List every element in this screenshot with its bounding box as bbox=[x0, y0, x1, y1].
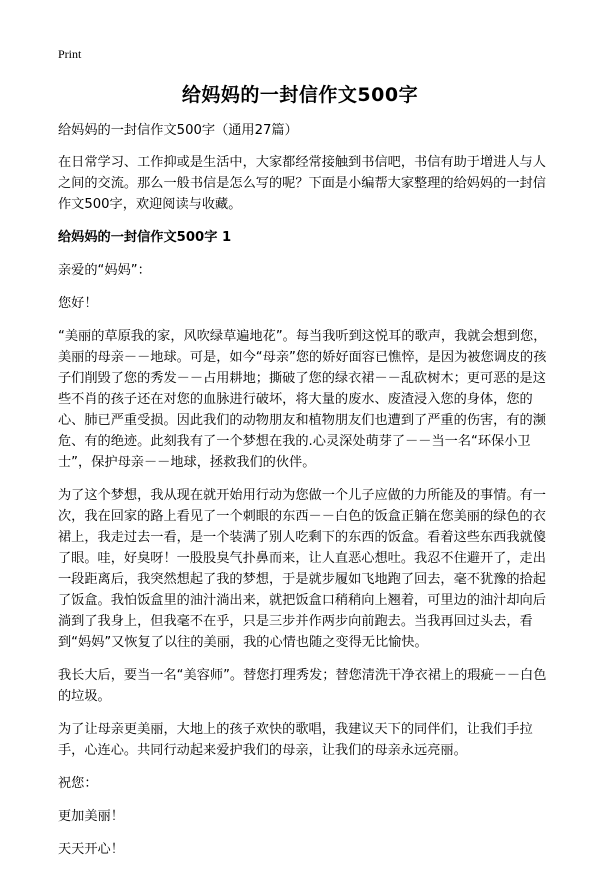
article-body bbox=[58, 120, 548, 872]
body-paragraph: “美丽的草原我的家，风吹绿草遍地花”。每当我听到这悦耳的歌声，我就会想到您，美丽的母亲－－地球。可是，如今“母亲”您的娇好面容已憔悴，是因为被您调皮的孩子们削毁了您的秀发－－占用耕地；撕破了您的绿衣裙－－乱砍树木；更可恶的是这些不肖的孩子还在对您的血脉进行破坏，将大量的废水、废渣浸入您的身体，您的心、肺已严重受损。因此我们的动物朋友和植物朋友们也遭到了严重的伤害，有的濒危、有的绝迹。此刻我有了一个梦想在我的.心灵深处萌芽了－－当一名“环保小卫士”，保护母亲－－地球，拯救我们的伙伴。 bbox=[58, 329, 547, 470]
body-paragraph: 为了这个梦想，我从现在就开始用行动为您做一个儿子应做的力所能及的事情。有一次，我在回家的路上看见了一个刺眼的东西－－白色的饭盒正躺在您美丽的绿色的衣裙上，我走过去一看，是一个装满了别人吃剩下的东西的饭盒。看着这些东西我就傻了眼。哇，好臭呀！一股股臭气扑鼻而来，让人直恶心想吐。我忍不住避开了，走出一段距离后，我突然想起了我的梦想，于是就步履如飞地跑了回去，毫不犹豫的拾起了饭盒。我怕饭盒里的油汁淌出来，就把饭盒口稍稍向上翘着，可里边的油汁却向后淌到了我身上，但我毫不在乎，只是三步并作两步向前跑去。当我再回过头去，看到“妈妈”又恢复了以往的美丽，我的心情也随之变得无比愉快。 bbox=[58, 488, 546, 650]
article-subtitle: 给妈妈的一封信作文500字（通用27篇） bbox=[58, 123, 298, 138]
print-link[interactable]: Print bbox=[58, 47, 82, 61]
salutation: 亲爱的“妈妈”： bbox=[58, 263, 151, 278]
body-paragraph: 我长大后，要当一名“美容师”。替您打理秀发；替您清洗干净衣裙上的瑕疵－－白色的垃圾。 bbox=[58, 668, 547, 704]
wish-line: 更加美丽！ bbox=[58, 809, 124, 824]
closing-line: 祝您： bbox=[58, 776, 98, 791]
body-paragraph: 为了让母亲更美丽，大地上的孩子欢快的歌唱，我建议天下的同伴们，让我们手拉手，心连心。共同行动起来爱护我们的母亲，让我们的母亲永远亮丽。 bbox=[58, 722, 533, 758]
page-title: 给妈妈的一封信作文500字 bbox=[181, 84, 419, 106]
intro-paragraph: 在日常学习、工作抑或是生活中，大家都经常接触到书信吧，书信有助于增进人与人之间的交流。那么一般书信是怎么写的呢？下面是小编帮大家整理的给妈妈的一封信作文500字，欢迎阅读与收藏。 bbox=[58, 155, 546, 212]
wish-line: 天天开心！ bbox=[58, 842, 124, 857]
section-heading: 给妈妈的一封信作文500字 1 bbox=[58, 230, 232, 245]
greeting: 您好！ bbox=[58, 296, 98, 311]
